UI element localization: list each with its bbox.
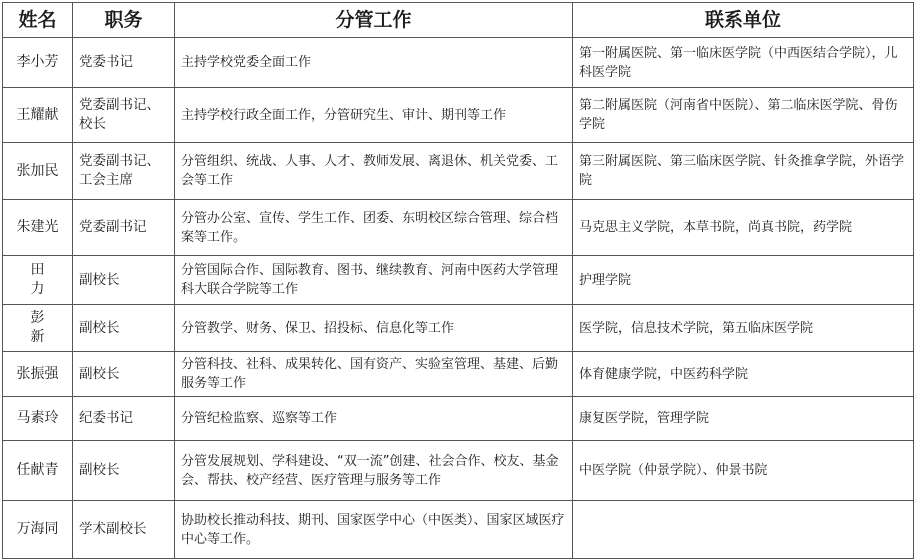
cell-units: 第一附属医院、第一临床医学院（中西医结合学院），儿科医学院 [573,38,914,88]
cell-duty: 主持学校行政全面工作，分管研究生、审计、期刊等工作 [175,88,573,143]
cell-role: 副校长 [73,256,175,305]
cell-role: 党委副书记、工会主席 [73,143,175,200]
header-name: 姓名 [3,3,73,38]
cell-role: 副校长 [73,441,175,501]
cell-name: 万海同 [3,501,73,559]
table-row [3,501,914,559]
cell-role: 副校长 [73,352,175,397]
table-row [3,38,914,88]
cell-name: 马素玲 [3,397,73,441]
header-duty: 分管工作 [175,3,573,38]
table-row [3,441,914,501]
leadership-table [2,2,914,559]
cell-name: 朱建光 [3,200,73,256]
cell-duty: 分管办公室、宣传、学生工作、团委、东明校区综合管理、综合档案等工作。 [175,200,573,256]
cell-role: 党委副书记、校长 [73,88,175,143]
cell-duty: 分管组织、统战、人事、人才、教师发展、离退休、机关党委、工会等工作 [175,143,573,200]
table-row [3,200,914,256]
cell-duty: 协助校长推动科技、期刊、国家医学中心（中医类）、国家区域医疗中心等工作。 [175,501,573,559]
cell-duty: 主持学校党委全面工作 [175,38,573,88]
header-units: 联系单位 [573,3,914,38]
table-row [3,143,914,200]
header-row [3,3,914,38]
table-row [3,305,914,352]
cell-duty: 分管国际合作、国际教育、图书、继续教育、河南中医药大学管理科大联合学院等工作 [175,256,573,305]
table-row [3,397,914,441]
cell-name: 张加民 [3,143,73,200]
cell-name: 李小芳 [3,38,73,88]
cell-units: 第三附属医院、第三临床医学院、针灸推拿学院，外语学院 [573,143,914,200]
cell-units: 中医学院（仲景学院）、仲景书院 [573,441,914,501]
cell-role: 纪委书记 [73,397,175,441]
cell-role: 学术副校长 [73,501,175,559]
cell-duty: 分管科技、社科、成果转化、国有资产、实验室管理、基建、后勤服务等工作 [175,352,573,397]
table-row [3,256,914,305]
header-role: 职务 [73,3,175,38]
cell-role: 党委书记 [73,38,175,88]
cell-units: 体育健康学院，中医药科学院 [573,352,914,397]
table-row [3,352,914,397]
cell-name: 彭新 [3,305,73,352]
cell-name: 任献青 [3,441,73,501]
cell-name: 王耀献 [3,88,73,143]
cell-units: 康复医学院，管理学院 [573,397,914,441]
cell-duty: 分管发展规划、学科建设、“双一流”创建、社会合作、校友、基金会、帮扶、校产经营、医疗管理与服务等工作 [175,441,573,501]
table-row [3,88,914,143]
cell-role: 副校长 [73,305,175,352]
cell-role: 党委副书记 [73,200,175,256]
cell-units: 马克思主义学院，本草书院，尚真书院，药学院 [573,200,914,256]
cell-units [573,501,914,559]
cell-units: 医学院，信息技术学院，第五临床医学院 [573,305,914,352]
cell-name: 田力 [3,256,73,305]
cell-duty: 分管纪检监察、巡察等工作 [175,397,573,441]
cell-units: 护理学院 [573,256,914,305]
cell-duty: 分管教学、财务、保卫、招投标、信息化等工作 [175,305,573,352]
cell-units: 第二附属医院（河南省中医院）、第二临床医学院、骨伤学院 [573,88,914,143]
cell-name: 张振强 [3,352,73,397]
